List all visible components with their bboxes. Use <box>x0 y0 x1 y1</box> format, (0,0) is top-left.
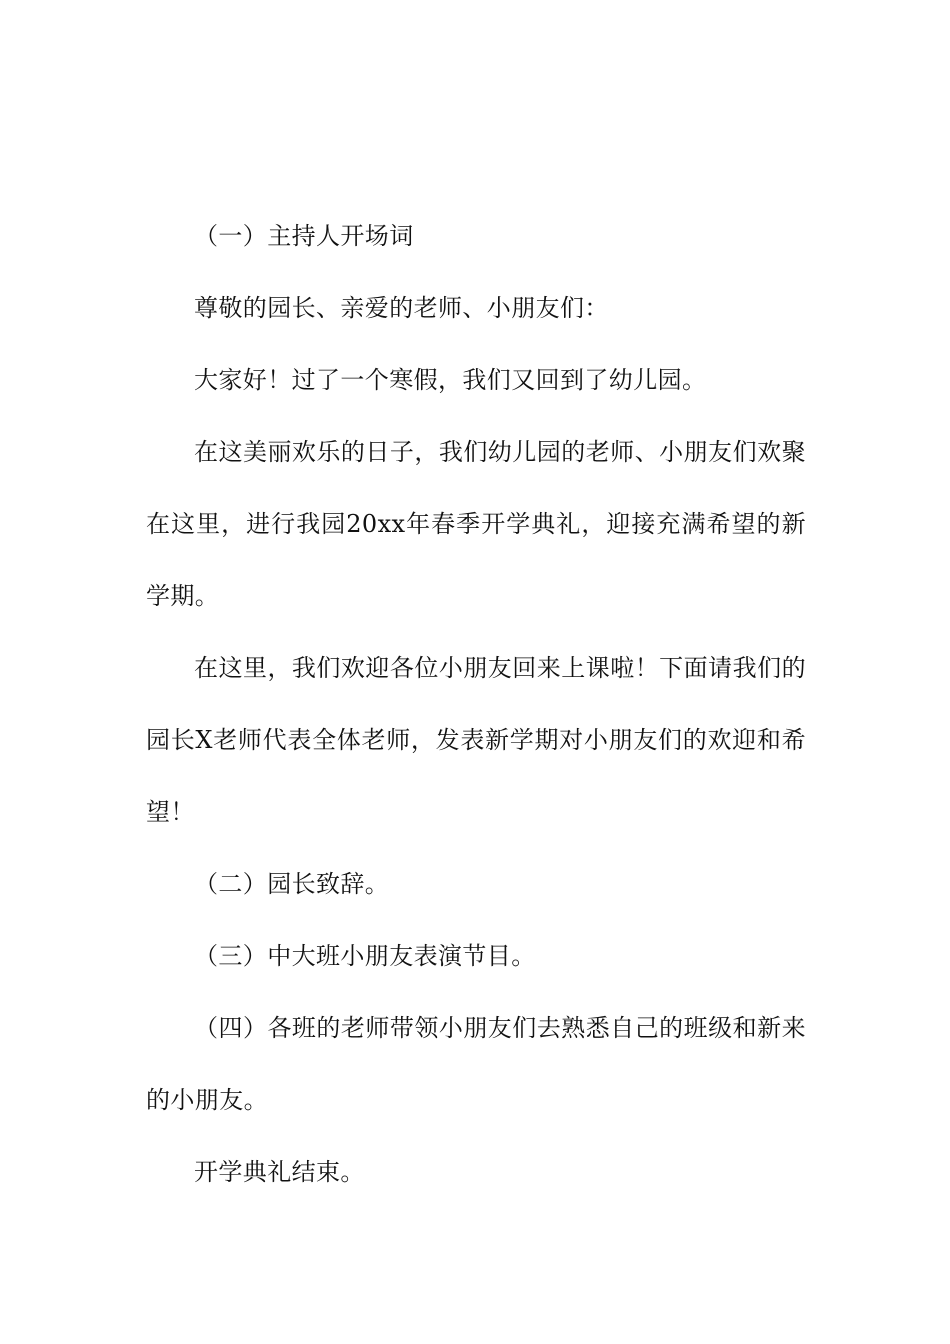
heading-performance: （三）中大班小朋友表演节目。 <box>194 942 536 970</box>
closing-line: 开学典礼结束。 <box>194 1158 365 1186</box>
document-body <box>146 200 806 1208</box>
heading-class-tour: （四）各班的老师带领小朋友们去熟悉自己的班级和新来的小朋友。 <box>146 1014 806 1114</box>
greeting-paragraph: 大家好！过了一个寒假，我们又回到了幼儿园。 <box>194 366 707 394</box>
salutation: 尊敬的园长、亲爱的老师、小朋友们： <box>194 294 609 322</box>
welcome-paragraph: 在这里，我们欢迎各位小朋友回来上课啦！下面请我们的园长X老师代表全体老师，发表新学期对小朋友们的欢迎和希望！ <box>146 654 806 826</box>
heading-opening-remarks: （一）主持人开场词 <box>194 222 414 250</box>
heading-principal-speech: （二）园长致辞。 <box>194 870 390 898</box>
gathering-paragraph: 在这美丽欢乐的日子，我们幼儿园的老师、小朋友们欢聚在这里，进行我园20xx年春季开学典礼，迎接充满希望的新学期。 <box>146 438 806 610</box>
